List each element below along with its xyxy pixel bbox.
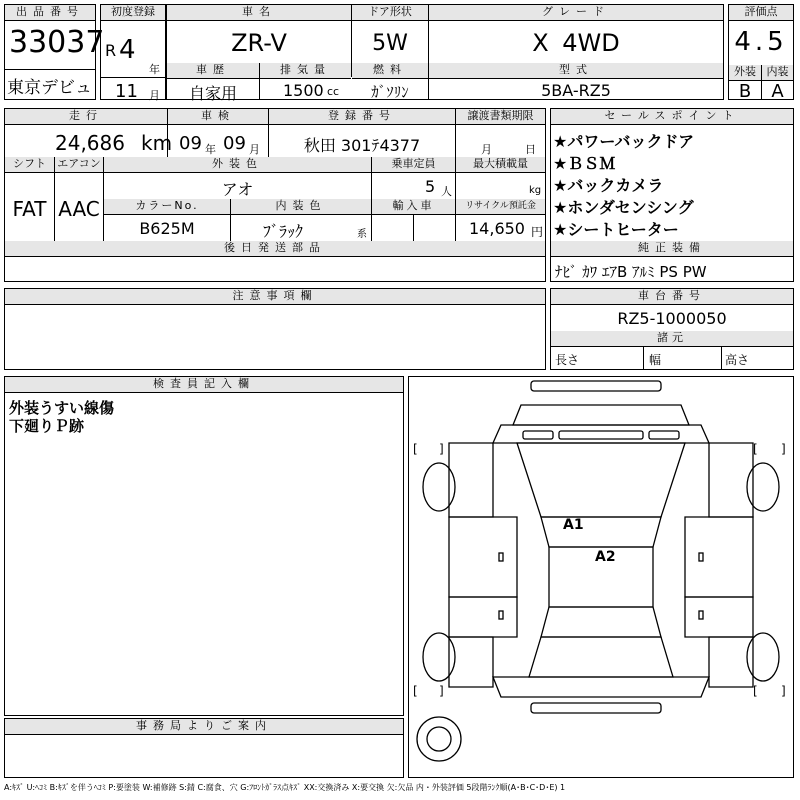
score-label: 評価点 bbox=[729, 5, 793, 21]
svg-text:[: [ bbox=[753, 684, 758, 698]
colorno-label: カラーNo. bbox=[104, 199, 230, 215]
capacity-label: 乗車定員 bbox=[372, 157, 455, 173]
damage-mark-a2: A2 bbox=[595, 549, 616, 565]
recycle-value: 14,650 bbox=[469, 219, 525, 238]
fuel-label: 燃料 bbox=[352, 63, 428, 79]
history-label: 車歴 bbox=[167, 63, 259, 79]
office-label: 事務局よりご案内 bbox=[5, 719, 403, 735]
dims-label: 諸元 bbox=[551, 331, 793, 347]
grade-label: グレード bbox=[429, 5, 723, 21]
lot-box bbox=[4, 4, 105, 100]
equip-value: ﾅﾋﾞ ｶﾜ ｴｱB ｱﾙﾐ PS PW bbox=[555, 263, 707, 281]
month-text: 11 bbox=[115, 81, 138, 102]
height-label: 高さ bbox=[725, 353, 750, 367]
fuel-value: ｶﾞｿﾘﾝ bbox=[371, 83, 409, 101]
mileage-label: 走行 bbox=[5, 109, 167, 125]
history-value: 自家用 bbox=[188, 84, 237, 103]
inspect-year: 09 bbox=[179, 133, 202, 154]
inspect-month-unit: 月 bbox=[249, 143, 260, 156]
vehicle-box bbox=[166, 4, 724, 103]
svg-text:[: [ bbox=[753, 442, 758, 456]
ac-label: エアコン bbox=[55, 157, 103, 173]
spec-box bbox=[4, 108, 546, 282]
capacity-value: 5 bbox=[425, 177, 436, 196]
model-label: 型式 bbox=[429, 63, 723, 79]
debut-text: 東京デビュ bbox=[7, 78, 92, 98]
transfer-month: 月 bbox=[481, 143, 492, 156]
sales-item: ★バックカメラ bbox=[553, 176, 664, 195]
damage-mark-a1: A1 bbox=[563, 517, 584, 533]
shift-label: シフト bbox=[5, 157, 54, 173]
year-unit: 年 bbox=[149, 63, 160, 76]
recycle-label: リサイクル預託金 bbox=[456, 199, 545, 215]
ext-label: 外装 bbox=[729, 65, 761, 81]
interior-value: ﾌﾞﾗｯｸ bbox=[263, 222, 304, 241]
office-box bbox=[4, 718, 404, 778]
inspect-label: 車検 bbox=[168, 109, 268, 125]
transfer-day: 日 bbox=[525, 143, 536, 156]
notes-label: 注意事項欄 bbox=[5, 289, 545, 305]
era-text: R bbox=[105, 41, 117, 60]
length-label: 長さ bbox=[555, 353, 580, 367]
transfer-label: 譲渡書類期限 bbox=[456, 109, 545, 125]
displacement-value: 1500 bbox=[283, 81, 324, 100]
model-value: 5BA-RZ5 bbox=[541, 81, 611, 100]
disp-label: 排気量 bbox=[260, 63, 351, 79]
inspector-line: 下廻りＰ跡 bbox=[9, 417, 85, 435]
svg-text:[: [ bbox=[413, 684, 418, 698]
interior-label: 内装色 bbox=[231, 199, 371, 215]
name-label: 車名 bbox=[167, 5, 351, 21]
later-parts-label: 後日発送部品 bbox=[5, 241, 545, 257]
sales-box bbox=[550, 108, 794, 282]
load-label: 最大積載量 bbox=[456, 157, 545, 173]
ext-grade: B bbox=[738, 81, 752, 102]
lot-label: 出品番号 bbox=[5, 5, 95, 21]
capacity-unit: 人 bbox=[441, 185, 452, 198]
svg-text:]: ] bbox=[781, 684, 786, 698]
sales-item: ★パワーバックドア bbox=[553, 132, 695, 151]
cc-unit: cc bbox=[327, 85, 340, 98]
sales-label: セールスポイント bbox=[551, 109, 793, 125]
chassis-label: 車台番号 bbox=[551, 289, 793, 305]
door-label: ドア形状 bbox=[352, 5, 428, 21]
first-reg-label: 初度登録 bbox=[101, 5, 165, 21]
score-value: 4.5 bbox=[734, 27, 788, 57]
chassis-number: RZ5-1000050 bbox=[617, 309, 727, 328]
load-unit: kg bbox=[529, 185, 542, 196]
km-unit: km bbox=[141, 131, 173, 155]
car-diagram bbox=[408, 376, 794, 778]
sales-item: ★ＢＳＭ bbox=[553, 154, 616, 173]
car-outline-drawing bbox=[409, 377, 793, 777]
shift-value: FAT bbox=[12, 197, 47, 221]
width-label: 幅 bbox=[649, 353, 662, 367]
legend-text: A:ｷｽﾞ U:ﾍｺﾐ B:ｷｽﾞを伴うﾍｺﾐ P:要塗装 W:補修跡 S:錆 C:腐食、穴 G:ﾌﾛﾝﾄｶﾞﾗｽ点ｷｽﾞ XX:交換済み X:要交換 欠:欠品 内・外装評価 5段階ﾗﾝｸ順(A･B･C･D･E) 1 bbox=[4, 783, 566, 792]
score-box bbox=[728, 4, 794, 100]
inspect-month: 09 bbox=[223, 133, 246, 154]
lot-number: 33037 bbox=[9, 25, 105, 60]
svg-text:]: ] bbox=[439, 442, 444, 456]
year-text: 4 bbox=[119, 35, 136, 65]
sales-item: ★ホンダセンシング bbox=[553, 198, 694, 217]
reg-label: 登録番号 bbox=[269, 109, 455, 125]
import-label: 輸入車 bbox=[372, 199, 455, 215]
yen-unit: 円 bbox=[531, 225, 544, 239]
first-reg-box bbox=[100, 4, 166, 100]
inspector-line: 外装うすい線傷 bbox=[9, 399, 115, 417]
notes-box bbox=[4, 288, 546, 370]
equip-label: 純正装備 bbox=[551, 241, 793, 257]
door-type: 5W bbox=[372, 31, 408, 56]
color-no-value: B625M bbox=[139, 219, 195, 238]
inspector-box bbox=[4, 376, 404, 716]
int-grade: A bbox=[771, 81, 784, 102]
inspect-year-unit: 年 bbox=[205, 143, 216, 156]
svg-text:]: ] bbox=[781, 442, 786, 456]
mileage-value: 24,686 bbox=[55, 131, 125, 155]
car-name: ZR-V bbox=[231, 29, 287, 57]
interior-kei: 系 bbox=[357, 229, 367, 240]
color-label: 外装色 bbox=[104, 157, 371, 173]
reg-number: 秋田 301ﾃ4377 bbox=[303, 136, 421, 155]
month-unit: 月 bbox=[149, 89, 160, 102]
svg-text:[: [ bbox=[413, 442, 418, 456]
chassis-box bbox=[550, 288, 794, 370]
sales-item: ★シートヒーター bbox=[553, 220, 679, 239]
ac-value: AAC bbox=[58, 197, 100, 221]
color-value: アオ bbox=[221, 180, 254, 199]
grade-text: X 4WD bbox=[532, 29, 620, 57]
int-label: 内装 bbox=[762, 65, 793, 81]
svg-text:]: ] bbox=[439, 684, 444, 698]
inspector-label: 検査員記入欄 bbox=[5, 377, 403, 393]
